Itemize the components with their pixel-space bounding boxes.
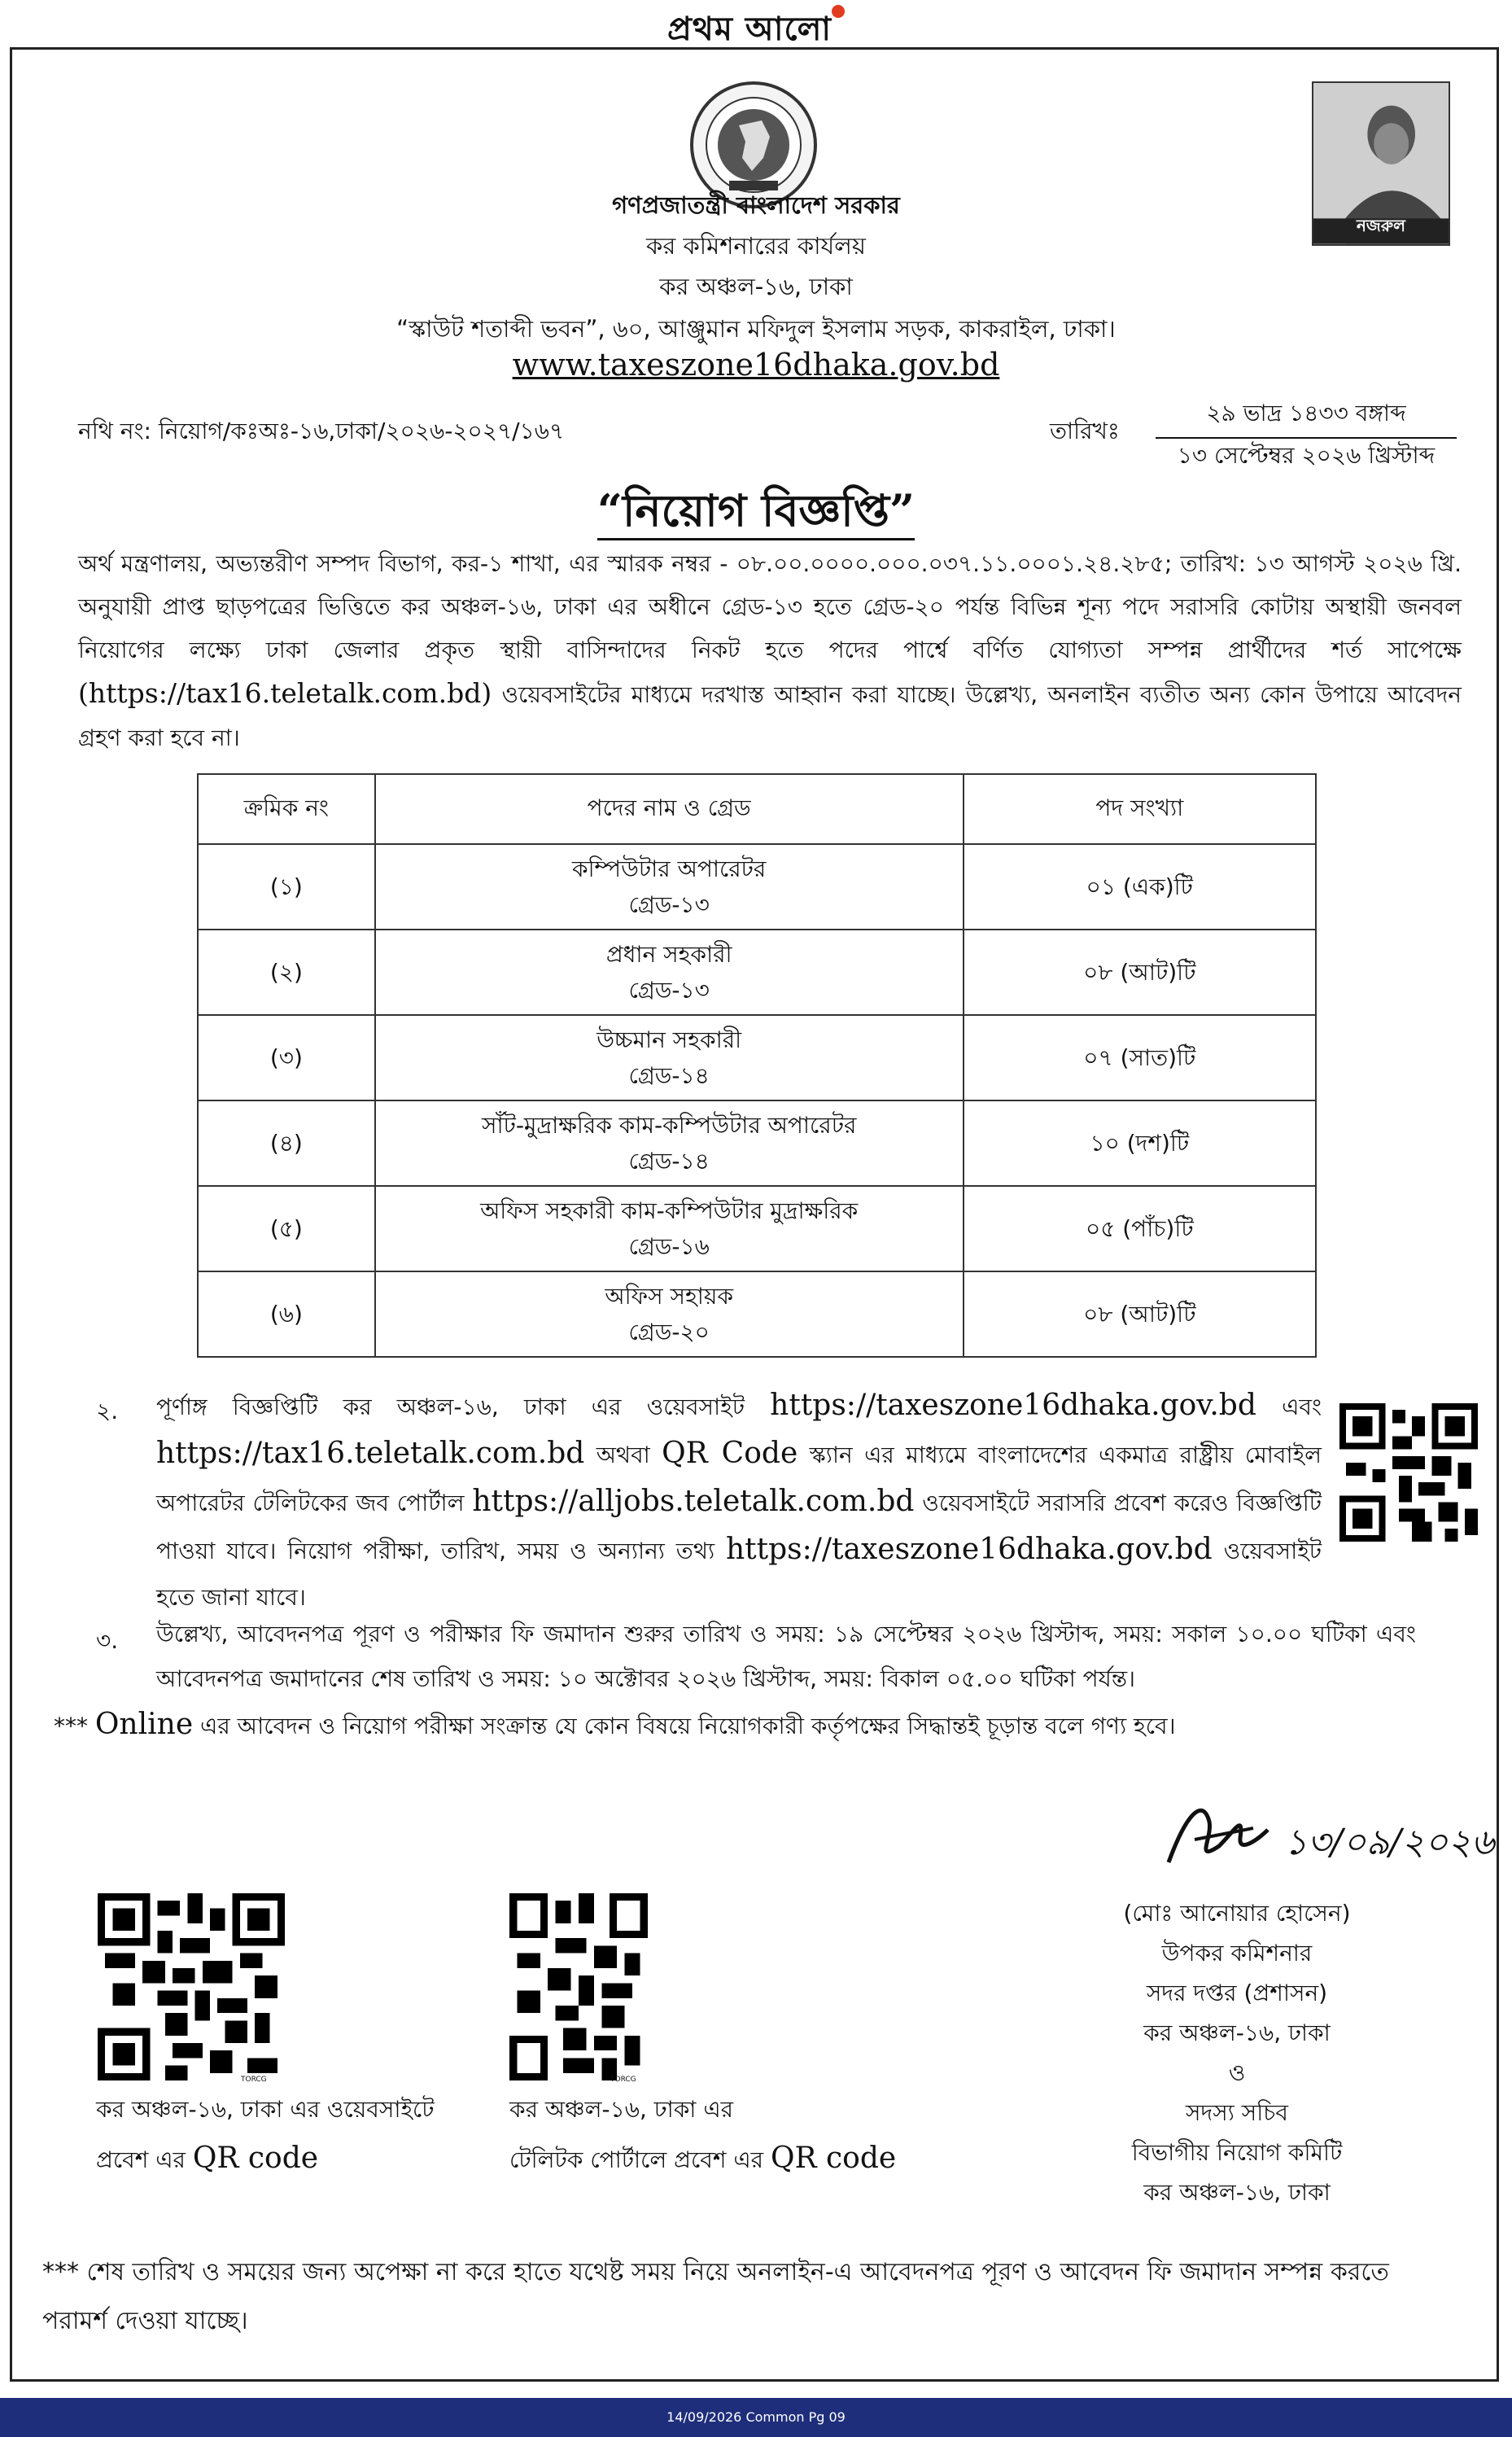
- table-row: [198, 930, 1316, 1015]
- portrait-caption: নজরুল: [1356, 216, 1406, 235]
- para2-text: ওয়েবসাইট হতে জানা যাবে।: [156, 1538, 1322, 1611]
- signatory-block: [1025, 1893, 1449, 2212]
- column-header-post: পদের নাম ও গ্রেড: [375, 774, 964, 844]
- column-header-serial: ক্রমিক নং: [198, 774, 375, 844]
- website-qr-caption-line2: প্রবেশ এর: [96, 2146, 186, 2173]
- online-word: Online: [94, 1708, 194, 1741]
- count-cell: ০১ (এক)টি: [964, 844, 1316, 930]
- intro-text-end: ওয়েবসাইটের মাধ্যমে দরখাস্ত আহ্বান করা যাচ্ছে। উল্লেখ্য, অনলাইন ব্যতীত অন্য কোন উপায়ে আবেদন গ্রহণ করা হবে না।: [78, 681, 1462, 751]
- footer-note-stars: ***: [42, 2258, 79, 2286]
- table-row: [198, 844, 1316, 930]
- office-website-link[interactable]: www.taxeszone16dhaka.gov.bd: [512, 347, 1000, 383]
- qr-code-word: QR code: [770, 2142, 897, 2175]
- table-header-row: [198, 774, 1316, 844]
- website-qr-caption-line1: কর অঞ্চল-১৬, ঢাকা এর ওয়েবসাইটে: [96, 2096, 435, 2123]
- website-qr-caption: [96, 2085, 519, 2185]
- government-name: গণপ্রজাতন্ত্রী বাংলাদেশ সরকার: [612, 191, 900, 219]
- signatory-department: সদর দপ্তর (প্রশাসন): [1146, 1980, 1328, 2006]
- para2-text: পূর্ণাঙ্গ বিজ্ঞপ্তিটি কর অঞ্চল-১৬, ঢাকা এর ওয়েবসাইট: [156, 1394, 745, 1420]
- post-cell: [375, 1186, 964, 1271]
- website-qr-caption-line2-row: [96, 2134, 519, 2185]
- post-cell: [375, 1271, 964, 1357]
- post-name: কম্পিউটার অপারেটর: [572, 855, 767, 882]
- table-row: [198, 1271, 1316, 1357]
- post-grade: গ্রেড-১৬: [628, 1232, 710, 1260]
- office-address: “স্কাউট শতাব্দী ভবন”, ৬০, আঞ্জুমান মফিদুল ইসলাম সড়ক, কাকরাইল, ঢাকা।: [396, 315, 1116, 343]
- para2-text: ওয়েবসাইটে সরাসরি প্রবেশ করেও বিজ্ঞপ্তিটি পাওয়া যাবে। নিয়োগ পরীক্ষা, তারিখ, সময় ও অন্যান্য তথ্য: [156, 1490, 1322, 1564]
- serial-cell: (৩): [198, 1015, 375, 1100]
- signatory-committee: বিভাগীয় নিয়োগ কমিটি: [1131, 2139, 1343, 2166]
- post-name: অফিস সহায়ক: [605, 1282, 733, 1310]
- para3-text: উল্লেখ্য, আবেদনপত্র পূরণ ও পরীক্ষার ফি জমাদান শুরুর তারিখ ও সময়: ১৯ সেপ্টেম্বর ২০২৬ খ্রিস্টাব্দ, সময়: সকাল ১০.০০ ঘটিকা এবং আবেদনপত্র জমাদানের শেষ তারিখ ও সময়: ১০ অক্টোবর ২০২৬ খ্রিস্টাব্দ, সময়: বিকাল ০৫.০০ ঘটিকা পর্যন্ত।: [156, 1621, 1416, 1692]
- header-url-row: [0, 347, 1512, 383]
- qr-code-icon[interactable]: [1339, 1403, 1478, 1542]
- qr-code-term: QR Code: [662, 1437, 798, 1470]
- signatory-name: (মোঃ আনোয়ার হোসেন): [1123, 1900, 1351, 1927]
- signatory-title: উপকর কমিশনার: [1161, 1940, 1313, 1967]
- teletalk-link[interactable]: (https://tax16.teletalk.com.bd): [78, 677, 492, 709]
- teletalk-qr-caption: [509, 2085, 1014, 2185]
- table-row: [198, 1100, 1316, 1186]
- reference-number: নথি নং: নিয়োগ/কঃঅঃ-১৬,ঢাকা/২০২৬-২০২৭/১৬৭: [78, 418, 565, 444]
- teletalk-qr-caption-line2-row: [509, 2134, 1014, 2185]
- serial-cell: (৬): [198, 1271, 375, 1357]
- online-note-stars: ***: [54, 1713, 88, 1739]
- page-footer-bar: [0, 2398, 1512, 2437]
- count-cell: ০৮ (আট)টি: [964, 930, 1316, 1015]
- teletalk-qr-caption-line2: টেলিটক পোর্টালে প্রবেশ এর: [509, 2146, 764, 2173]
- online-note-text: এর আবেদন ও নিয়োগ পরীক্ষা সংক্রান্ত যে কোন বিষয়ে নিয়োগকারী কর্তৃপক্ষের সিদ্ধান্তই চূড়ান্ত বলে গণ্য হবে।: [200, 1713, 1176, 1739]
- qr-tiny-label: TORCG: [610, 2076, 636, 2084]
- date-label: তারিখঃ: [1050, 418, 1120, 444]
- website-link[interactable]: https://taxeszone16dhaka.gov.bd: [770, 1389, 1256, 1422]
- post-cell: [375, 844, 964, 930]
- post-grade: গ্রেড-১৩: [628, 976, 710, 1004]
- serial-cell: (২): [198, 930, 375, 1015]
- para2: [156, 1382, 1322, 1621]
- post-cell: [375, 1015, 964, 1100]
- post-name: উচ্চমান সহকারী: [596, 1026, 742, 1053]
- column-header-count: পদ সংখ্যা: [964, 774, 1316, 844]
- sun-icon: [832, 5, 845, 18]
- post-cell: [375, 930, 964, 1015]
- zone-name: কর অঞ্চল-১৬, ঢাকা: [659, 273, 853, 300]
- office-name: কর কমিশনারের কার্যলয়: [646, 232, 866, 260]
- serial-cell: (৪): [198, 1100, 375, 1186]
- masthead-logo-text: প্রথম আলো: [666, 10, 832, 48]
- date-english: ১৩ সেপ্টেম্বর ২০২৬ খ্রিস্টাব্দ: [1177, 442, 1436, 469]
- para2-text: অথবা: [596, 1442, 650, 1468]
- para2-text: স্ক্যান এর মাধ্যমে বাংলাদেশের একমাত্র রাষ্ট্রীয় মোবাইল অপারেটর টেলিটকের জব পোর্টাল: [156, 1442, 1322, 1516]
- post-cell: [375, 1100, 964, 1186]
- post-name: প্রধান সহকারী: [605, 940, 732, 968]
- post-name: অফিস সহকারী কাম-কম্পিউটার মুদ্রাক্ষরিক: [480, 1197, 859, 1224]
- notice-title-row: [0, 477, 1512, 550]
- post-grade: গ্রেড-২০: [628, 1318, 710, 1345]
- post-grade: গ্রেড-১৪: [628, 1061, 710, 1089]
- para2-text: এবং: [1282, 1394, 1322, 1420]
- intro-paragraph: [78, 542, 1462, 759]
- qr-tiny-label: TORCG: [241, 2076, 267, 2084]
- signatory-and: ও: [1228, 2059, 1246, 2086]
- teletalk-portal-link[interactable]: https://tax16.teletalk.com.bd: [156, 1437, 585, 1470]
- signatory-office: কর অঞ্চল-১৬, ঢাকা: [1143, 2019, 1331, 2046]
- qr-code-word: QR code: [192, 2142, 319, 2175]
- para3-number: ৩.: [96, 1627, 119, 1654]
- count-cell: ০৮ (আট)টি: [964, 1271, 1316, 1357]
- signatory-office-2: কর অঞ্চল-১৬, ঢাকা: [1143, 2179, 1331, 2206]
- website-qr-code-icon[interactable]: [98, 1893, 285, 2080]
- count-cell: ১০ (দশ)টি: [964, 1100, 1316, 1186]
- table-row: [198, 1186, 1316, 1271]
- table-row: [198, 1015, 1316, 1100]
- post-grade: গ্রেড-১৪: [628, 1147, 710, 1175]
- para2-number: ২.: [96, 1398, 119, 1424]
- handwritten-signature: [1162, 1789, 1496, 1884]
- signature-date: ১৩/০৯/২০২৬: [1284, 1822, 1495, 1863]
- posts-table: [197, 773, 1317, 1358]
- footer-note-text: শেষ তারিখ ও সময়ের জন্য অপেক্ষা না করে হাতে যথেষ্ট সময় নিয়ে অনলাইন-এ আবেদনপত্র পূরণ ও আবেদন ফি জমাদান সম্পন্ন করতে পরামর্শ দেওয়া যাচ্ছে।: [42, 2258, 1389, 2335]
- signatory-role: সদস্য সচিব: [1186, 2099, 1288, 2126]
- teletalk-qr-caption-line1: কর অঞ্চল-১৬, ঢাকা এর: [509, 2096, 734, 2123]
- serial-cell: (৫): [198, 1186, 375, 1271]
- online-note: [54, 1701, 1486, 1749]
- intro-text: অর্থ মন্ত্রণালয়, অভ্যন্তরীণ সম্পদ বিভাগ, কর-১ শাখা, এর স্মারক নম্বর - ০৮.০০.০০০০.০০০.০৩৭.১১.০০০১.২৪.২৮৫; তারিখ: ১৩ আগস্ট ২০২৬ খ্রি. অনুযায়ী প্রাপ্ত ছাড়পত্রের ভিত্তিতে কর অঞ্চল-১৬, ঢাকা এর অধীনে গ্রেড-১৩ হতে গ্রেড-২০ পর্যন্ত বিভিন্ন শূন্য পদে সরাসরি কোটায় অস্থায়ী জনবল নিয়োগের লক্ষ্যে ঢাকা জেলার প্রকৃত স্থায়ী বাসিন্দাদের নিকট হতে পদের পার্শ্বে বর্ণিত যোগ্যতা সম্পন্ন প্রার্থীদের শর্ত সাপেক্ষে: [78, 550, 1462, 663]
- date-bangla: ২৯ ভাদ্র ১৪৩৩ বঙ্গাব্দ: [1156, 396, 1457, 439]
- serial-cell: (১): [198, 844, 375, 930]
- page-footer-text: 14/09/2026 Common Pg 09: [666, 2409, 846, 2425]
- alljobs-link[interactable]: https://alljobs.teletalk.com.bd: [472, 1485, 915, 1518]
- footer-note: [42, 2248, 1458, 2346]
- notice-title: “নিয়োগ বিজ্ঞপ্তি”: [597, 484, 915, 540]
- website-link[interactable]: https://taxeszone16dhaka.gov.bd: [726, 1533, 1213, 1566]
- count-cell: ০৫ (পাঁচ)টি: [964, 1186, 1316, 1271]
- teletalk-qr-code-icon[interactable]: [509, 1893, 648, 2080]
- post-name: সাঁট-মুদ্রাক্ষরিক কাম-কম্পিউটার অপারেটর: [481, 1111, 857, 1139]
- post-grade: গ্রেড-১৩: [628, 890, 710, 918]
- count-cell: ০৭ (সাত)টি: [964, 1015, 1316, 1100]
